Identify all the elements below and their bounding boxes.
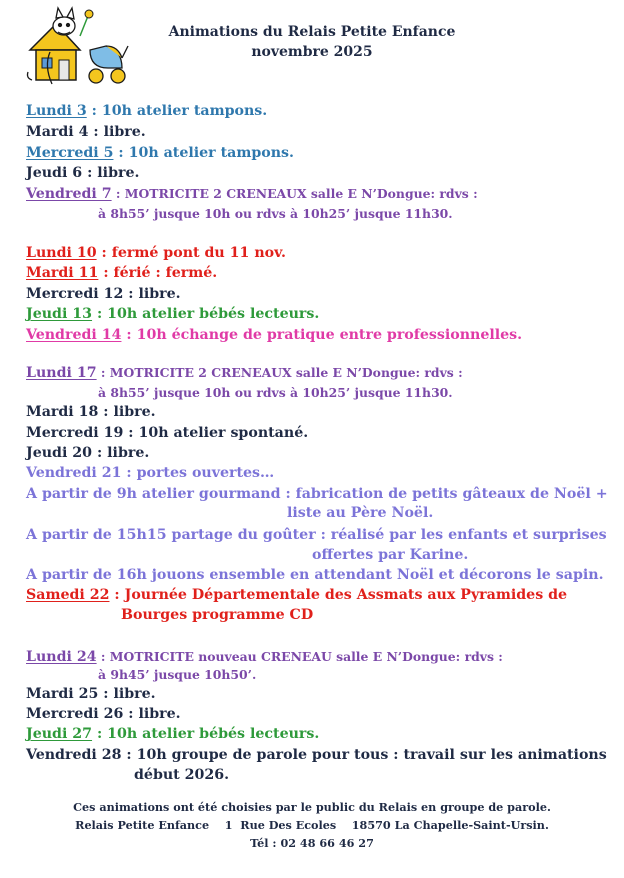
entry-lundi-3: Lundi 3 : 10h atelier tampons. [26, 103, 268, 119]
entry-mercredi-12: Mercredi 12 : libre. [26, 286, 181, 302]
entry-lundi-10: Lundi 10 : fermé pont du 11 nov. [26, 245, 286, 261]
entry-vendredi-14: Vendredi 14 : 10h échange de pratique entre professionnelles. [26, 327, 523, 343]
entry-vendredi-7-times: à 8h55’ jusque 10h ou rdvs à 10h25’ jusque 11h30. [98, 206, 453, 221]
entry-vendredi-7: Vendredi 7 : MOTRICITE 2 CRENEAUX salle E N’Dongue: rdvs : [26, 186, 478, 202]
entry-mercredi-19: Mercredi 19 : 10h atelier spontané. [26, 425, 309, 441]
footer-phone: Tél : 02 48 66 46 27 [250, 836, 374, 850]
entry-samedi-22: Samedi 22 : Journée Départementale des Assmats aux Pyramides de [26, 587, 568, 603]
entry-jouons-ensemble: A partir de 16h jouons ensemble en attendant Noël et décorons le sapin. [26, 567, 604, 583]
entry-mardi-4: Mardi 4 : libre. [26, 124, 146, 140]
entry-lundi-17-times: à 8h55’ jusque 10h ou rdvs à 10h25’ jusque 11h30. [98, 385, 453, 400]
entry-mercredi-5: Mercredi 5 : 10h atelier tampons. [26, 145, 294, 161]
entry-jeudi-13: Jeudi 13 : 10h atelier bébés lecteurs. [26, 306, 320, 322]
entry-jeudi-6: Jeudi 6 : libre. [26, 165, 140, 181]
entry-mardi-11: Mardi 11 : férié : fermé. [26, 265, 218, 281]
footer-note: Ces animations ont été choisies par le public du Relais en groupe de parole. [73, 800, 551, 814]
footer-address: Relais Petite Enfance 1 Rue Des Ecoles 18570 La Chapelle-Saint-Ursin. [75, 818, 549, 832]
entry-atelier-gourmand-cont: liste au Père Noël. [287, 505, 434, 521]
page-title: Animations du Relais Petite Enfance [168, 24, 456, 40]
entry-jeudi-27: Jeudi 27 : 10h atelier bébés lecteurs. [26, 726, 320, 742]
entry-lundi-24-times: à 9h45’ jusque 10h50’. [98, 667, 257, 682]
entry-samedi-22-cont: Bourges programme CD [121, 607, 314, 623]
entry-vendredi-28: Vendredi 28 : 10h groupe de parole pour tous : travail sur les animations [26, 747, 607, 763]
page-subtitle-month: novembre 2025 [251, 44, 373, 60]
entry-mardi-25: Mardi 25 : libre. [26, 686, 156, 702]
entry-partage-gouter: A partir de 15h15 partage du goûter : réalisé par les enfants et surprises [26, 527, 607, 543]
entry-lundi-24: Lundi 24 : MOTRICITE nouveau CRENEAU salle E N’Dongue: rdvs : [26, 649, 503, 665]
entry-lundi-17: Lundi 17 : MOTRICITE 2 CRENEAUX salle E N’Dongue: rdvs : [26, 365, 463, 381]
entry-mardi-18: Mardi 18 : libre. [26, 404, 156, 420]
entry-vendredi-21: Vendredi 21 : portes ouvertes… [26, 465, 275, 481]
entry-atelier-gourmand: A partir de 9h atelier gourmand : fabrication de petits gâteaux de Noël + [26, 486, 608, 502]
entry-vendredi-28-cont: début 2026. [134, 767, 230, 783]
entry-partage-gouter-cont: offertes par Karine. [312, 547, 469, 563]
entry-mercredi-26: Mercredi 26 : libre. [26, 706, 181, 722]
entry-jeudi-20: Jeudi 20 : libre. [26, 445, 150, 461]
